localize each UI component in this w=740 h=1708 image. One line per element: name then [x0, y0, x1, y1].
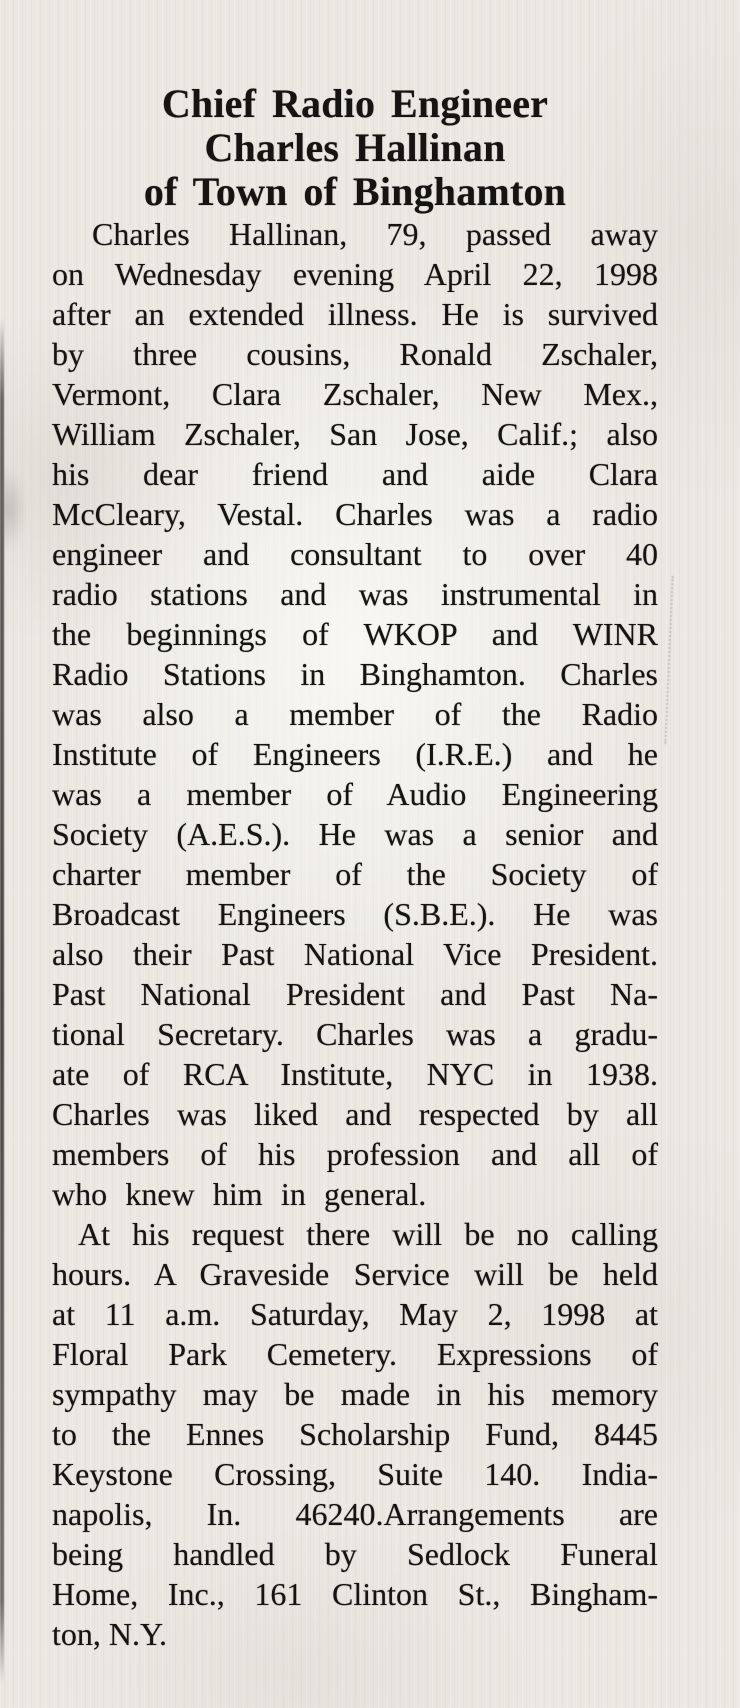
text-line: who knew him in general.: [52, 1176, 427, 1212]
text-line: Vermont, Clara Zschaler, New Mex.,: [52, 376, 658, 412]
text-line: Past National President and Past Na-: [52, 976, 658, 1012]
text-line: at 11 a.m. Saturday, May 2, 1998 at: [52, 1296, 658, 1332]
text-line: Charles Hallinan, 79, passed away: [92, 216, 658, 252]
obituary-article: [52, 82, 658, 1654]
text-line: Keystone Crossing, Suite 140. India-: [52, 1456, 658, 1492]
text-line: was also a member of the Radio: [52, 696, 658, 732]
text-line: to the Ennes Scholarship Fund, 8445: [52, 1416, 658, 1452]
text-line: ton, N.Y.: [52, 1616, 167, 1652]
text-line: also their Past National Vice President.: [52, 936, 658, 972]
text-line: the beginnings of WKOP and WINR: [52, 616, 658, 652]
text-line: Society (A.E.S.). He was a senior and: [52, 816, 658, 852]
text-line: hours. A Graveside Service will be held: [52, 1256, 658, 1292]
text-line: charter member of the Society of: [52, 856, 658, 892]
paper-crease: [664, 576, 673, 744]
text-line: after an extended illness. He is survived: [52, 296, 658, 332]
paragraph: [52, 214, 658, 1214]
text-line: McCleary, Vestal. Charles was a radio: [52, 496, 658, 532]
text-line: ate of RCA Institute, NYC in 1938.: [52, 1056, 658, 1092]
text-line: members of his profession and all of: [52, 1136, 658, 1172]
paragraph: [52, 1214, 658, 1654]
text-line: Charles was liked and respected by all: [52, 1096, 658, 1132]
text-line: on Wednesday evening April 22, 1998: [52, 256, 658, 292]
headline-line: Chief Radio Engineer: [161, 81, 549, 126]
headline-line: of Town of Binghamton: [143, 169, 567, 214]
headline-line: Charles Hallinan: [204, 125, 506, 170]
text-line: radio stations and was instrumental in: [52, 576, 658, 612]
text-line: At his request there will be no calling: [78, 1216, 658, 1252]
text-line: by three cousins, Ronald Zschaler,: [52, 336, 658, 372]
obituary-headline: [52, 82, 658, 214]
text-line: sympathy may be made in his memory: [52, 1376, 658, 1412]
text-line: napolis, In. 46240.Arrangements are: [52, 1496, 658, 1532]
text-line: Home, Inc., 161 Clinton St., Bingham-: [52, 1576, 658, 1612]
text-line: his dear friend and aide Clara: [52, 456, 658, 492]
text-line: tional Secretary. Charles was a gradu-: [52, 1016, 658, 1052]
obituary-body: [52, 214, 658, 1654]
text-line: Floral Park Cemetery. Expressions of: [52, 1336, 658, 1372]
text-line: Institute of Engineers (I.R.E.) and he: [52, 736, 658, 772]
text-line: engineer and consultant to over 40: [52, 536, 658, 572]
ink-bleed-smudge: [0, 466, 26, 552]
text-line: Broadcast Engineers (S.B.E.). He was: [52, 896, 658, 932]
text-line: being handled by Sedlock Funeral: [52, 1536, 658, 1572]
text-line: was a member of Audio Engineering: [52, 776, 658, 812]
text-line: William Zschaler, San Jose, Calif.; also: [52, 416, 658, 452]
text-line: Radio Stations in Binghamton. Charles: [52, 656, 658, 692]
